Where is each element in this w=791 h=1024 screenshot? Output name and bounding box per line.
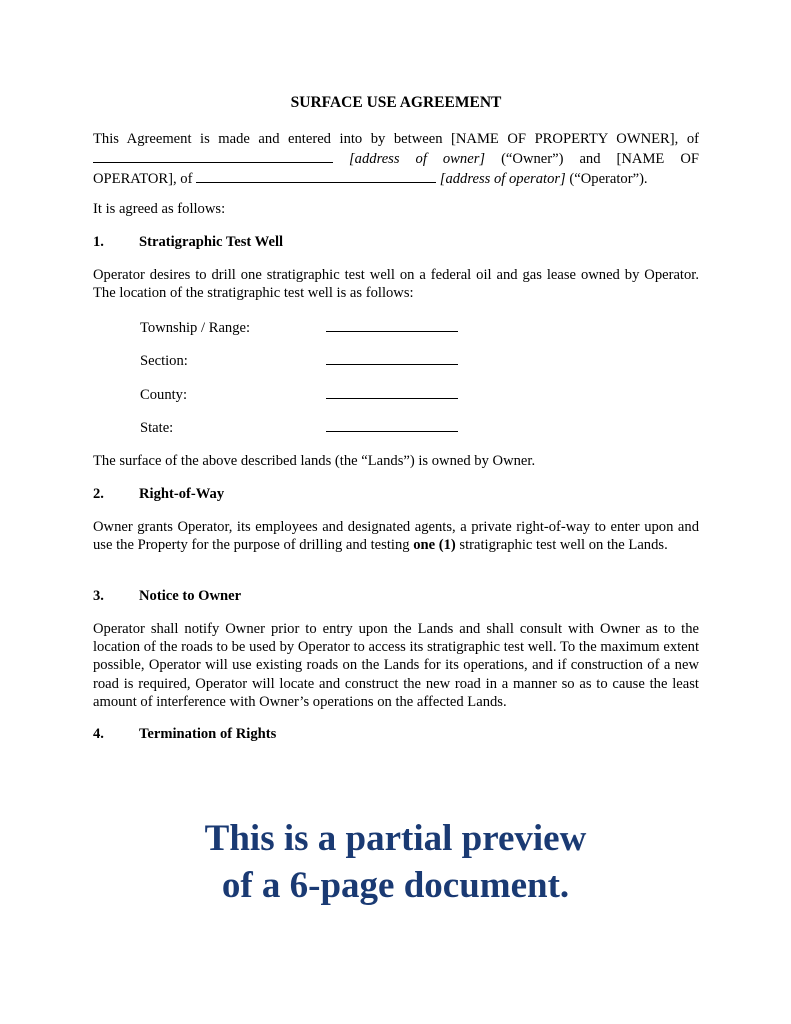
section-1-title: Stratigraphic Test Well bbox=[139, 234, 284, 250]
section-4-title: Termination of Rights bbox=[139, 726, 277, 742]
section-1-text: Operator desires to drill one stratigraphic test well on a federal oil and gas lease owned by Operator. The location of the stratigraphic test well is as follows: bbox=[93, 267, 699, 302]
owner-label: (“Owner”) and [NAME OF bbox=[501, 151, 699, 168]
surface-note: The surface of the above described lands (the “Lands”) is owned by Owner. bbox=[93, 453, 536, 469]
section-2-title: Right-of-Way bbox=[139, 486, 225, 502]
operator-address-placeholder: [address of operator] bbox=[439, 171, 566, 188]
township-range-field bbox=[140, 318, 460, 337]
owner-address-blank bbox=[93, 148, 333, 163]
section-1-heading bbox=[93, 233, 283, 251]
section-4-number: 4. bbox=[93, 726, 104, 742]
preview-line-2: of a 6-page document. bbox=[221, 865, 570, 906]
section-2-text-before: Owner grants Operator, its employees and designated agents, a private right-of-way to enter upon and use the Property for the purpose of drilling and testing bbox=[93, 519, 699, 554]
section-field bbox=[140, 351, 460, 370]
section-4-heading bbox=[93, 725, 276, 743]
county-label: County: bbox=[140, 387, 188, 403]
section-3-number: 3. bbox=[93, 588, 104, 604]
preview-line-1: This is a partial preview bbox=[204, 818, 587, 859]
operator-prefix: OPERATOR], of bbox=[93, 171, 193, 188]
intro-line-1: This Agreement is made and entered into by between [NAME OF PROPERTY OWNER], of bbox=[93, 131, 699, 147]
section-3-text: Operator shall notify Owner prior to entry upon the Lands and shall consult with Owner as to the location of the roads to be used by Operator to access its stratigraphic test well. To the maximum extent possible, Operator will use existing roads on the Lands for its operations, and if construction of a new road is required, Operator will locate and construct the new road in a manner so as to cause the least amount of interference with Owner’s operations on the affected Lands. bbox=[93, 621, 699, 710]
intro-line-2 bbox=[93, 148, 699, 168]
section-3-title: Notice to Owner bbox=[139, 588, 242, 604]
section-label: Section: bbox=[140, 353, 188, 369]
preview-notice bbox=[0, 815, 791, 909]
township-range-blank bbox=[326, 318, 458, 332]
operator-address-blank bbox=[196, 168, 436, 183]
section-blank bbox=[326, 351, 458, 365]
intro-paragraph bbox=[93, 130, 699, 189]
state-field bbox=[140, 418, 460, 437]
section-1-number: 1. bbox=[93, 234, 104, 250]
section-2-text bbox=[93, 518, 699, 554]
county-field bbox=[140, 385, 460, 404]
state-label: State: bbox=[140, 420, 174, 436]
operator-label: (“Operator”). bbox=[569, 171, 648, 188]
state-blank bbox=[326, 418, 458, 432]
section-2-text-after: stratigraphic test well on the Lands. bbox=[459, 537, 668, 554]
section-2-number: 2. bbox=[93, 486, 104, 502]
section-2-heading bbox=[93, 485, 224, 503]
section-2-text-bold: one (1) bbox=[413, 537, 456, 554]
owner-address-placeholder: [address of owner] bbox=[349, 151, 486, 168]
agreed-line: It is agreed as follows: bbox=[93, 201, 226, 217]
section-3-heading bbox=[93, 587, 241, 605]
township-range-label: Township / Range: bbox=[140, 320, 251, 336]
county-blank bbox=[326, 385, 458, 399]
document-title: SURFACE USE AGREEMENT bbox=[290, 94, 502, 111]
intro-line-3 bbox=[93, 168, 699, 188]
